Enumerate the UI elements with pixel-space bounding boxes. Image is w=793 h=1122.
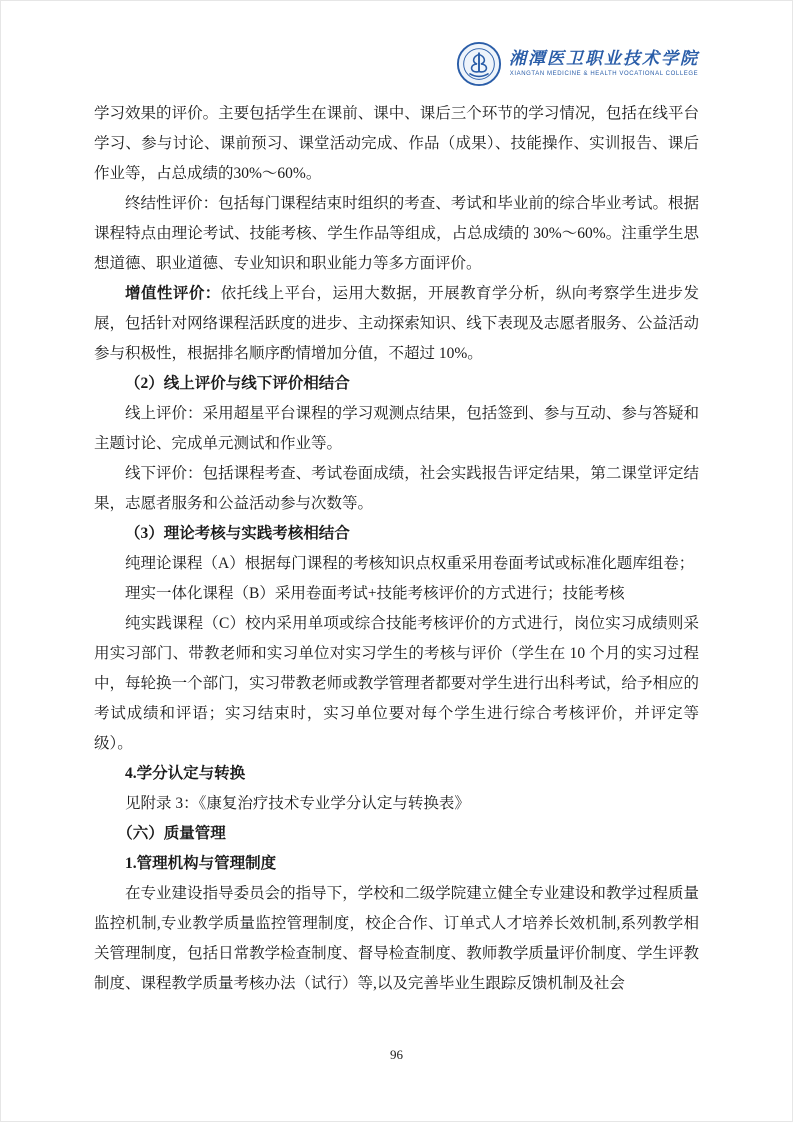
page-header bbox=[94, 35, 699, 93]
college-emblem-icon bbox=[456, 41, 502, 87]
paragraph-process-eval-continued: 学习效果的评价。主要包括学生在课前、课中、课后三个环节的学习情况，包括在线平台学习、参与讨论、课前预习、课堂活动完成、作品（成果）、技能操作、实训报告、课后作业等，占总成绩的30%～60%。 bbox=[94, 105, 699, 182]
paragraph-integrated-course-b: 理实一体化课程（B）采用卷面考试+技能考核评价的方式进行；技能考核 bbox=[125, 585, 625, 602]
heading-theory-practice-eval: （3）理论考核与实践考核相结合 bbox=[125, 525, 350, 542]
paragraph-value-added-eval bbox=[94, 279, 699, 369]
heading-management-org-system: 1.管理机构与管理制度 bbox=[125, 855, 277, 872]
paragraph-offline-eval: 线下评价：包括课程考查、考试卷面成绩，社会实践报告评定结果，第二课堂评定结果，志愿者服务和公益活动参与次数等。 bbox=[94, 465, 699, 512]
paragraph-text: 依托线上平台，运用大数据，开展教育学分析，纵向考察学生进步发展，包括针对网络课程活跃度的进步、主动探索知识、线下表现及志愿者服务、公益活动参与积极性，根据排名顺序酌情增加分值，不超过 10%。 bbox=[94, 285, 699, 362]
college-logo bbox=[456, 41, 699, 87]
heading-credit-recognition: 4.学分认定与转换 bbox=[125, 765, 246, 782]
college-name-english: XIANGTAN MEDICINE & HEALTH VOCATIONAL COLLEGE bbox=[509, 71, 699, 78]
college-logo-text bbox=[509, 50, 699, 77]
paragraph-management-mechanism: 在专业建设指导委员会的指导下，学校和二级学院建立健全专业建设和教学过程质量监控机制,专业教学质量监控管理制度，校企合作、订单式人才培养长效机制,系列教学相关管理制度，包括日常教学检查制度、督导检查制度、教师教学质量评价制度、学生评教制度、课程教学质量考核办法（试行）等,以及完善毕业生跟踪反馈机制及社会 bbox=[94, 885, 699, 992]
page-footer bbox=[1, 1047, 792, 1063]
paragraph-theory-course-a: 纯理论课程（A）根据每门课程的考核知识点权重采用卷面考试或标准化题库组卷； bbox=[125, 555, 695, 572]
paragraph-see-appendix-3: 见附录 3：《康复治疗技术专业学分认定与转换表》 bbox=[125, 795, 470, 812]
paragraph-bold-lead: 增值性评价： bbox=[125, 285, 221, 302]
paragraph-summative-eval: 终结性评价：包括每门课程结束时组织的考查、考试和毕业前的综合毕业考试。根据课程特点由理论考试、技能考核、学生作品等组成，占总成绩的 30%～60%。注重学生思想道德、职业道德、专业知识和职业能力等多方面评价。 bbox=[94, 195, 699, 272]
paragraph-online-eval: 线上评价：采用超星平台课程的学习观测点结果，包括签到、参与互动、参与答疑和主题讨论、完成单元测试和作业等。 bbox=[94, 405, 699, 452]
college-name-chinese: 湘潭医卫职业技术学院 bbox=[509, 49, 699, 69]
page-number: 96 bbox=[390, 1047, 403, 1062]
heading-online-offline-eval: （2）线上评价与线下评价相结合 bbox=[125, 375, 350, 392]
heading-quality-management: （六）质量管理 bbox=[117, 825, 226, 842]
paragraph-practice-course-c: 纯实践课程（C）校内采用单项或综合技能考核评价的方式进行，岗位实习成绩则采用实习部门、带教老师和实习单位对实习学生的考核与评价（学生在 10 个月的实习过程中，每轮换一个部门，实习带教老师或教学管理者都要对学生进行出科考试，给予相应的考试成绩和评语；实习结束时，实习单位要对每个学生进行综合考核评价，并评定等级）。 bbox=[94, 615, 699, 752]
document-body bbox=[94, 99, 699, 999]
